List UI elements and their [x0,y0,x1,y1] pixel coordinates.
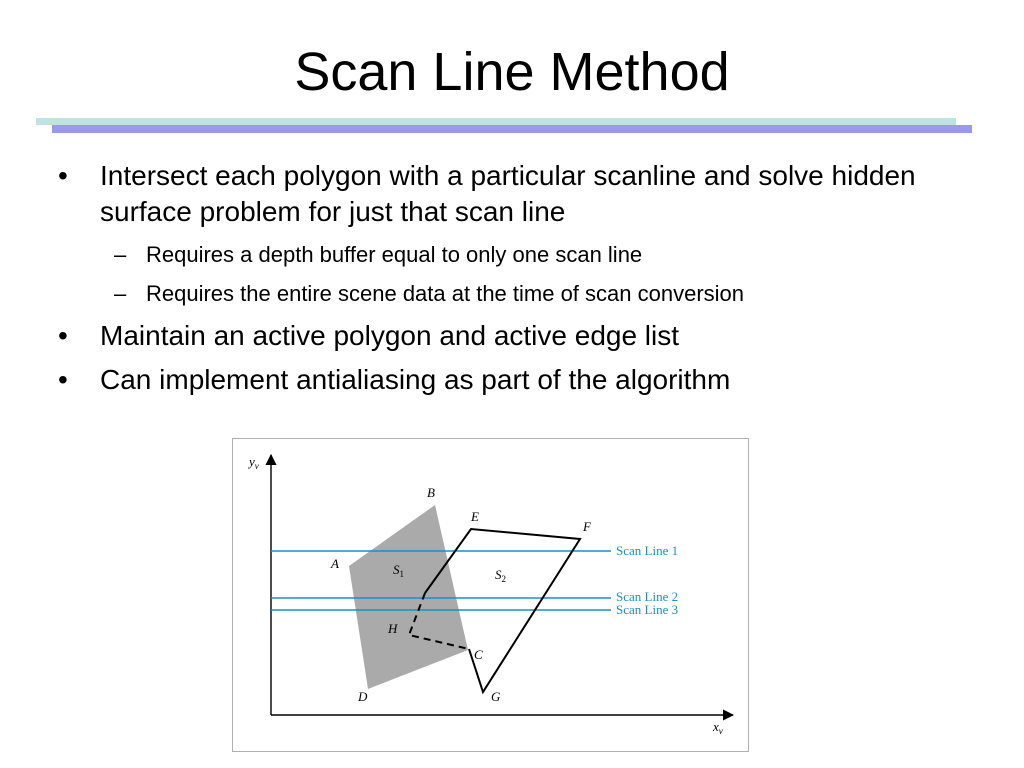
bullet-text: Maintain an active polygon and active edge list [100,320,680,351]
vertex-e-label: E [471,509,479,524]
slide-title: Scan Line Method [294,42,730,102]
scan-line-3-label: Scan Line 3 [616,602,679,617]
surface-s2-label: $S_2$ [495,567,506,584]
sub-bullet-text: Requires a depth buffer equal to only one scan line [146,242,643,267]
figure-svg [233,439,748,751]
scan-line-1-label: Scan Line 1 [616,543,679,558]
surface-s1-label: $S_1$ [393,562,404,579]
x-axis-label: $x_v$ [713,719,723,736]
vertex-a-label: A [331,556,339,571]
vertex-d-label: D [358,689,368,704]
bullet-list [58,158,958,406]
sub-bullet-item-2 [58,279,958,309]
sub-bullet-text: Requires the entire scene data at the time of scan conversion [146,281,745,306]
bullet-item-1 [58,158,958,230]
sub-bullet-item-1 [58,240,958,270]
bullet-mark: • [58,364,68,395]
polygon-s1 [349,505,468,689]
sub-bullet-mark: – [114,242,127,267]
scan-line-figure [232,438,749,752]
vertex-h-label: H [388,621,398,636]
title-rule-dark [52,125,972,133]
vertex-g-label: G [491,689,501,704]
bullet-text: Intersect each polygon with a particular scanline and solve hidden surface problem for just that scan line [100,160,916,227]
scan-line-2-label: Scan Line 2 [616,589,679,604]
bullet-mark: • [58,160,68,191]
vertex-c-label: C [474,647,483,662]
vertex-b-label: B [427,485,435,500]
bullet-text: Can implement antialiasing as part of the algorithm [100,364,731,395]
bullet-item-3 [58,362,958,398]
bullet-item-2 [58,318,958,354]
sub-bullet-mark: – [114,281,127,306]
bullet-mark: • [58,320,68,351]
y-axis-label: $y_v$ [249,454,259,471]
vertex-f-label: F [583,519,591,534]
title-rule-light [36,118,956,125]
